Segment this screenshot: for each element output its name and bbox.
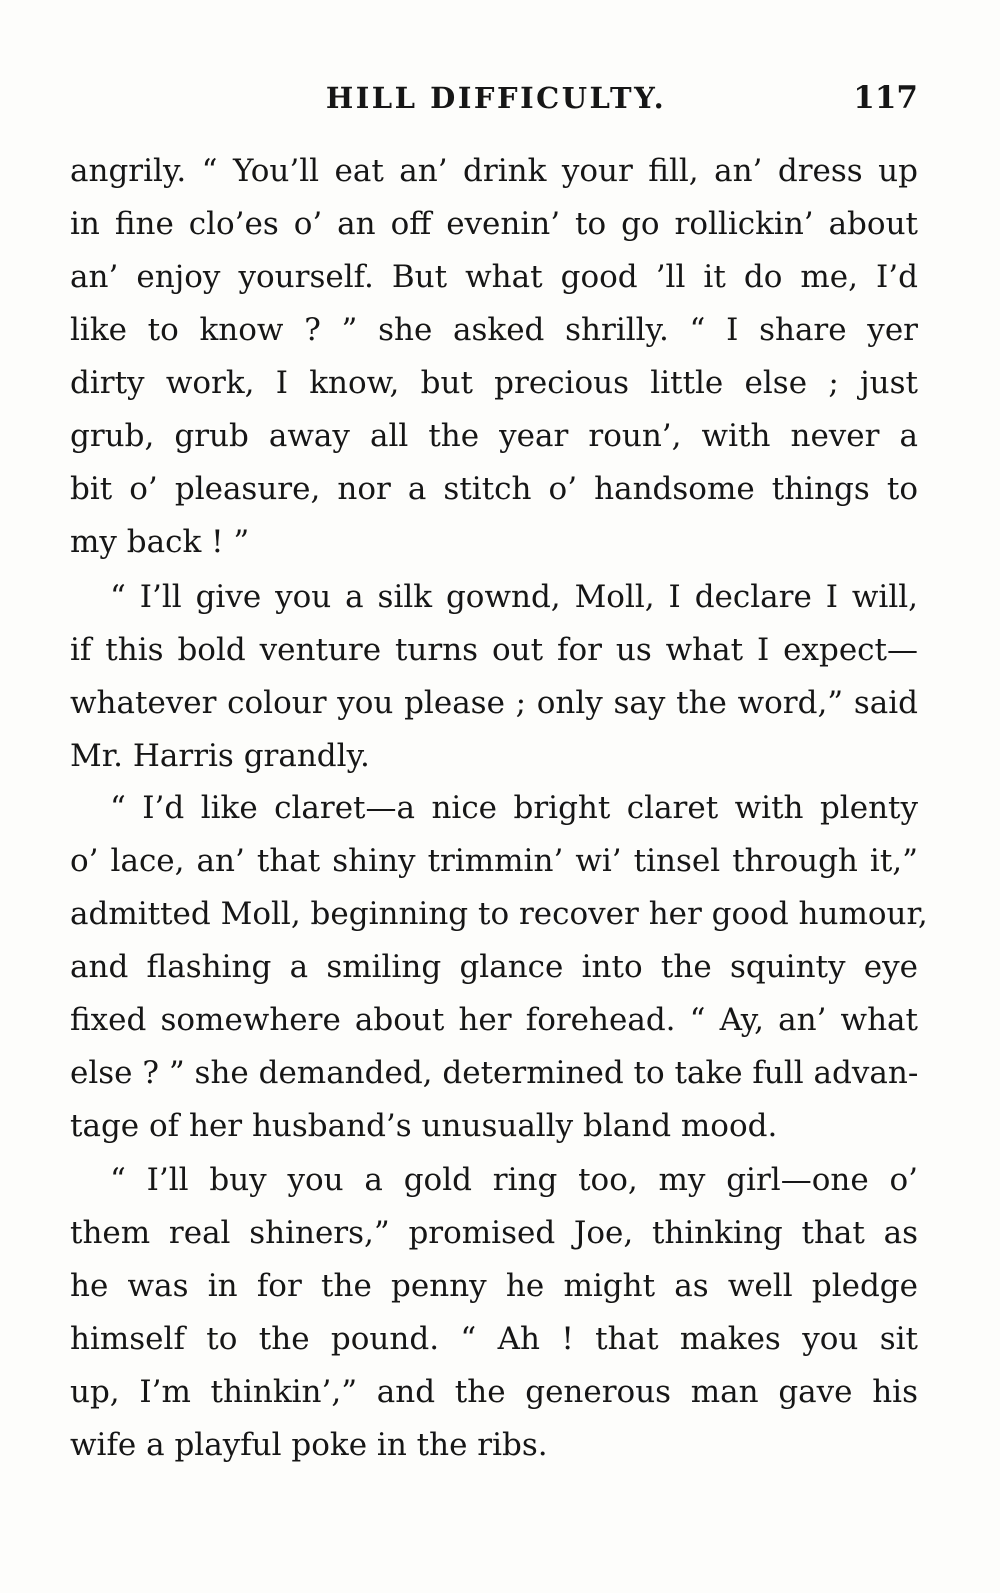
text-line: my back ! ” (70, 524, 250, 560)
text-line: “ I’d like claret—a nice bright claret with plenty (110, 790, 918, 826)
text-line: admitted Moll, beginning to recover her good humour, (70, 896, 928, 932)
text-line: tage of her husband’s unusually bland mood. (70, 1108, 778, 1144)
text-line: like to know ? ” she asked shrilly. “ I share yer (70, 312, 918, 348)
text-line: fixed somewhere about her forehead. “ Ay, an’ what (70, 1002, 918, 1038)
text-line: if this bold venture turns out for us what I expect— (70, 632, 918, 668)
text-line: up, I’m thinkin’,” and the generous man gave his (70, 1374, 918, 1410)
text-line: “ I’ll give you a silk gownd, Moll, I declare I will, (110, 579, 918, 615)
text-line: an’ enjoy yourself. But what good ’ll it do me, I’d (70, 259, 918, 295)
running-head (72, 76, 920, 120)
text-line: o’ lace, an’ that shiny trimmin’ wi’ tinsel through it,” (70, 843, 918, 879)
text-line: angrily. “ You’ll eat an’ drink your fill, an’ dress up (70, 153, 918, 189)
text-line: dirty work, I know, but precious little else ; just (70, 365, 918, 401)
text-line: he was in for the penny he might as well pledge (70, 1268, 918, 1304)
text-line: grub, grub away all the year roun’, with never a (70, 418, 918, 454)
text-line: bit o’ pleasure, nor a stitch o’ handsome things to (70, 471, 918, 507)
text-line: and flashing a smiling glance into the squinty eye (70, 949, 918, 985)
text-line: “ I’ll buy you a gold ring too, my girl—one o’ (110, 1162, 918, 1198)
running-title: HILL DIFFICULTY. (325, 81, 667, 115)
text-line: Mr. Harris grandly. (70, 738, 370, 774)
text-line: in fine clo’es o’ an off evenin’ to go rollickin’ about (70, 206, 918, 242)
text-line: else ? ” she demanded, determined to take full advan- (70, 1055, 919, 1091)
text-line: himself to the pound. “ Ah ! that makes you sit (70, 1321, 918, 1357)
text-line: them real shiners,” promised Joe, thinking that as (70, 1215, 918, 1251)
page-number: 117 (853, 80, 918, 116)
text-line: whatever colour you please ; only say the word,” said (70, 685, 918, 721)
text-line: wife a playful poke in the ribs. (70, 1427, 548, 1463)
